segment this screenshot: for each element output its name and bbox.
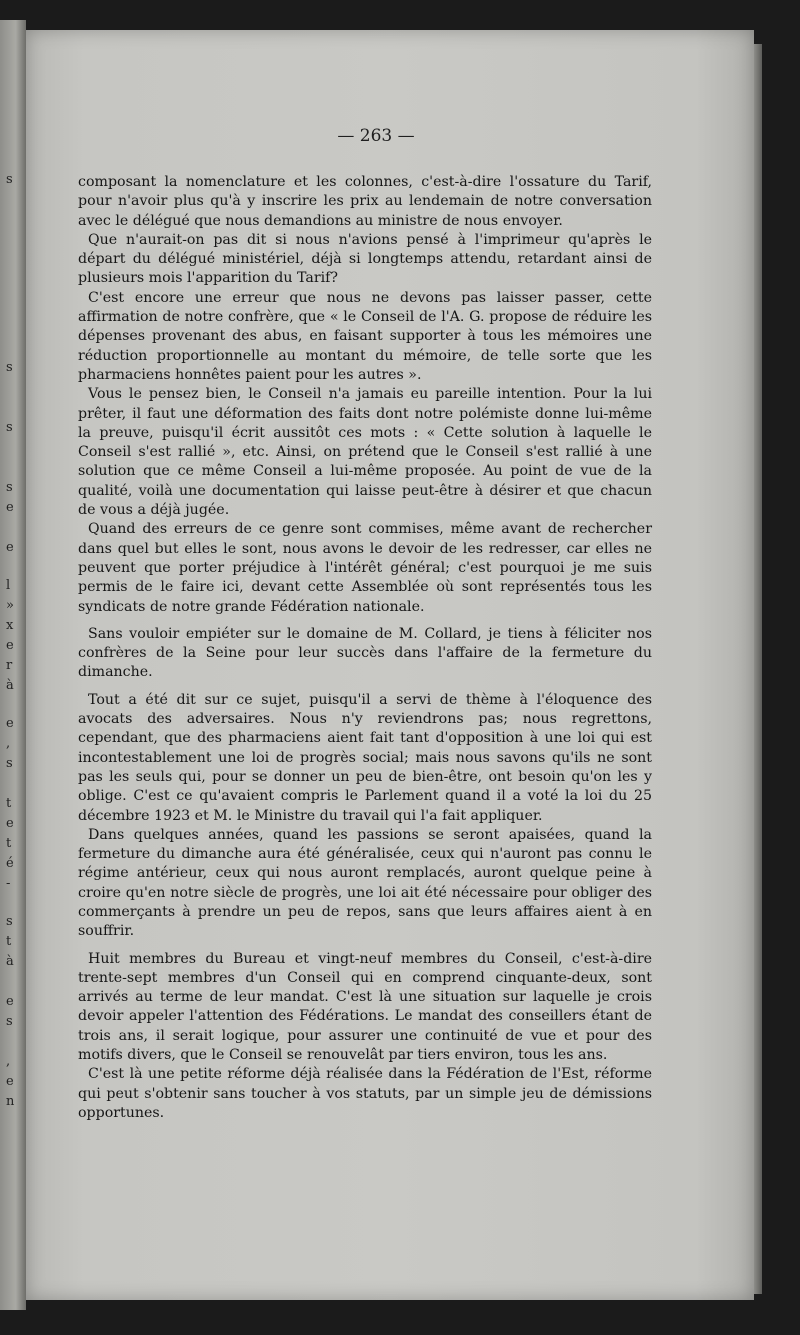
- paragraph: Tout a été dit sur ce sujet, puisqu'il a servi de thème à l'éloquence des avocats des adversaires. Nous n'y reviendrons pas; nous regrettons, cependant, que des pharmaciens aient fait tant d'opposition à une loi qui est incontestablement une loi de progrès social; mais nous savons qu'ils ne sont pas les seuls qui, pour se donner un peu de bien-être, ont besoin qu'on les y oblige. C'est ce qu'avaient compris le Parlement quand il a voté la loi du 25 décembre 1923 et M. le Ministre du travail qui l'a fait appliquer.: [78, 691, 652, 824]
- paragraph: C'est encore une erreur que nous ne devons pas laisser passer, cette affirmation de notre confrère, que « le Conseil de l'A. G. propose de réduire les dépenses provenant des abus, en faisant supporter à tous les mémoires une réduction proportionnelle au montant du mémoire, de telle sorte que les pharmaciens honnêtes paient pour les autres ».: [78, 289, 652, 383]
- margin-fragment: -: [6, 876, 11, 891]
- page-number: — 263 —: [337, 126, 415, 146]
- margin-fragment: e: [6, 540, 14, 555]
- margin-fragment: l: [6, 578, 11, 593]
- previous-page-edge: [0, 20, 26, 1310]
- margin-fragment: ,: [6, 736, 11, 751]
- paragraph: Que n'aurait-on pas dit si nous n'avions pensé à l'imprimeur qu'après le départ du délégué ministériel, déjà si longtemps attendu, retardant ainsi de plusieurs mois l'apparition du Tarif?: [78, 231, 652, 287]
- body-text: [78, 173, 652, 1123]
- margin-fragment: s: [6, 172, 13, 187]
- margin-fragment: à: [6, 678, 14, 693]
- margin-fragment: é: [6, 856, 14, 871]
- margin-fragment: r: [6, 658, 13, 673]
- margin-fragment: s: [6, 914, 13, 929]
- margin-fragment: s: [6, 420, 13, 435]
- paragraph: Huit membres du Bureau et vingt-neuf membres du Conseil, c'est-à-dire trente-sept membres d'un Conseil qui en comprend cinquante-deux, sont arrivés au terme de leur mandat. C'est là une situation sur laquelle je crois devoir appeler l'attention des Fédérations. Le mandat des conseillers étant de trois ans, il serait logique, pour assurer une continuité de vue et pour des motifs divers, que le Conseil se renouvelât par tiers environ, tous les ans.: [78, 950, 652, 1064]
- paragraph: C'est là une petite réforme déjà réalisée dans la Fédération de l'Est, réforme qui peut s'obtenir sans toucher à vos statuts, par un simple jeu de démissions opportunes.: [78, 1066, 652, 1121]
- margin-fragment: e: [6, 716, 14, 731]
- margin-fragment: »: [6, 598, 14, 613]
- margin-fragment: à: [6, 954, 14, 969]
- margin-fragment: x: [6, 618, 14, 633]
- page: [26, 30, 754, 1300]
- paragraph: composant la nomenclature et les colonnes, c'est-à-dire l'ossature du Tarif, pour n'avoir plus qu'à y inscrire les prix au lendemain de notre conversation avec le délégué que nous demandions au ministre de nous envoyer.: [78, 174, 652, 229]
- margin-fragment: ,: [6, 1054, 11, 1069]
- margin-fragment: t: [6, 836, 12, 851]
- margin-fragment: s: [6, 480, 13, 495]
- paragraph: Quand des erreurs de ce genre sont commises, même avant de rechercher dans quel but elles le sont, nous avons le devoir de les redresser, car elles ne peuvent que porter préjudice à l'intérêt général; c'est pourquoi je me suis permis de le faire ici, devant cette Assemblée où sont représentés tous les syndicats de notre grande Fédération nationale.: [78, 521, 652, 615]
- margin-fragment: e: [6, 638, 14, 653]
- paragraph: Sans vouloir empiéter sur le domaine de M. Collard, je tiens à féliciter nos confrères de la Seine pour leur succès dans l'affaire de la fermeture du dimanche.: [78, 625, 652, 681]
- margin-fragment: n: [6, 1094, 15, 1109]
- margin-fragment: e: [6, 1074, 14, 1089]
- previous-page-fragments: [2, 20, 22, 1310]
- margin-fragment: s: [6, 1014, 13, 1029]
- margin-fragment: e: [6, 500, 14, 515]
- margin-fragment: s: [6, 756, 13, 771]
- margin-fragment: t: [6, 796, 12, 811]
- page-fore-edge: [754, 44, 762, 1294]
- margin-fragment: s: [6, 360, 13, 375]
- paragraph: Dans quelques années, quand les passions se seront apaisées, quand la fermeture du dimanche aura été généralisée, ceux qui n'auront pas connu le régime antérieur, ceux qui nous auront remplacés, auront quelque peine à croire qu'en notre siècle de progrès, une loi ait été nécessaire pour obliger des commerçants à prendre un peu de repos, sans que leurs affaires aient à en souffrir.: [78, 826, 652, 940]
- paragraph: Vous le pensez bien, le Conseil n'a jamais eu pareille intention. Pour la lui prêter, il faut une déformation des faits dont notre polémiste donne lui-même la preuve, puisqu'il écrit aussitôt ces mots : « Cette solution à laquelle le Conseil s'est rallié », etc. Ainsi, on prétend que le Conseil s'est rallié à une solution que ce même Conseil a lui-même proposée. Au point de vue de la qualité, voilà une documentation qui laisse peut-être à désirer et que chacun de vous a déjà jugée.: [78, 386, 652, 519]
- margin-fragment: t: [6, 934, 12, 949]
- margin-fragment: e: [6, 994, 14, 1009]
- margin-fragment: e: [6, 816, 14, 831]
